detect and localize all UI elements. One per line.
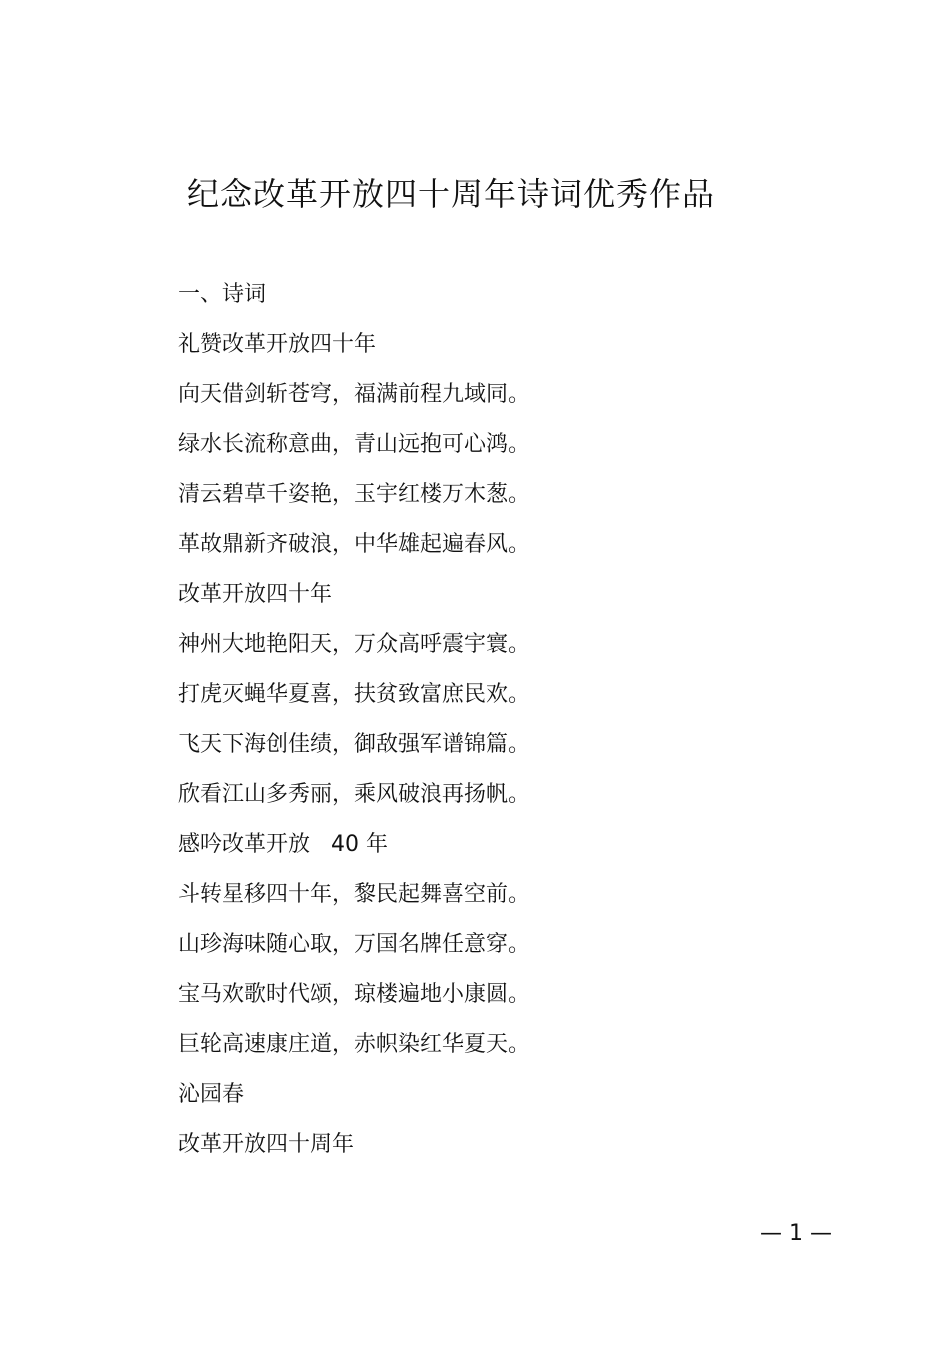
page-number: — 1 — <box>760 1221 832 1246</box>
poem-title-1: 礼赞改革开放四十年 <box>178 332 377 357</box>
poem-line: 山珍海味随心取，万国名牌任意穿。 <box>178 932 531 957</box>
poem-lines <box>178 327 818 1177</box>
document-title: 纪念改革开放四十周年诗词优秀作品 <box>186 175 715 213</box>
poem-line: 向天借剑斩苍穹，福满前程九域同。 <box>178 382 531 407</box>
poem-title-3: 感吟改革开放 40 年 <box>178 832 388 857</box>
poem-line: 欣看江山多秀丽，乘风破浪再扬帆。 <box>178 782 531 807</box>
poem-line: 斗转星移四十年，黎民起舞喜空前。 <box>178 882 531 907</box>
section-heading: 一、诗词 <box>178 282 267 307</box>
poem-title-4: 沁园春 <box>178 1082 245 1107</box>
poem-line: 巨轮高速康庄道，赤帜染红华夏天。 <box>178 1032 531 1057</box>
poem-line: 飞天下海创佳绩，御敌强军谱锦篇。 <box>178 732 531 757</box>
poem-line: 宝马欢歌时代颂，琼楼遍地小康圆。 <box>178 982 531 1007</box>
poem-line: 革故鼎新齐破浪，中华雄起遍春风。 <box>178 532 531 557</box>
poem-line: 神州大地艳阳天，万众高呼震宇寰。 <box>178 632 531 657</box>
poem-line: 打虎灭蝇华夏喜，扶贫致富庶民欢。 <box>178 682 531 707</box>
poem-title-2: 改革开放四十年 <box>178 582 333 607</box>
poem-line: 清云碧草千姿艳，玉宇红楼万木葱。 <box>178 482 531 507</box>
poem-line: 绿水长流称意曲，青山远抱可心鸿。 <box>178 432 531 457</box>
poem-subtitle: 改革开放四十周年 <box>178 1132 355 1157</box>
